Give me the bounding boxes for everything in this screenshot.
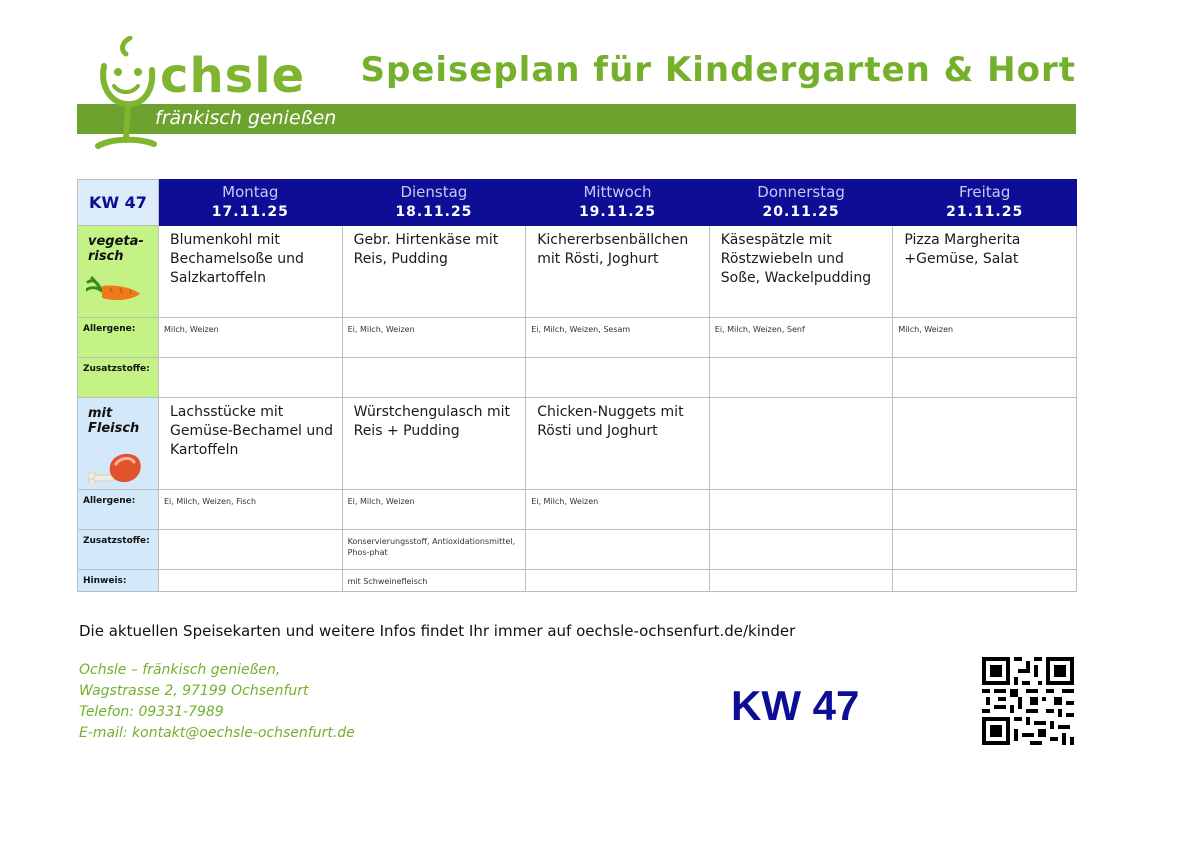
meal-cell <box>893 226 1077 318</box>
day-name: Donnerstag <box>757 183 845 201</box>
additive-cell <box>893 358 1077 398</box>
note-label-cell <box>78 570 159 592</box>
email-line: E-mail: kontakt@oechsle-ochsenfurt.de <box>79 725 355 741</box>
meal-cell <box>342 226 526 318</box>
meal-cell <box>159 398 343 490</box>
vegetarian-allergens-row <box>78 318 1077 358</box>
additive-cell <box>159 358 343 398</box>
allergen-text <box>710 490 893 496</box>
note-label: Hinweis: <box>83 576 127 586</box>
meat-allergens-row <box>78 490 1077 530</box>
allergen-text: Ei, Milch, Weizen, Senf <box>714 325 805 334</box>
additive-cell <box>526 358 710 398</box>
additive-cell <box>709 530 893 570</box>
table-header-row <box>78 180 1077 226</box>
note-text <box>526 570 709 576</box>
allergens-label: Allergene: <box>83 324 136 334</box>
additive-text <box>893 530 1076 536</box>
allergen-text: Ei, Milch, Weizen <box>531 497 599 506</box>
meat-label: mit Fleisch <box>88 406 140 436</box>
additive-cell <box>893 530 1077 570</box>
allergens-label-cell <box>78 318 159 358</box>
note-text: mit Schweinefleisch <box>347 577 428 586</box>
allergen-text: Milch, Weizen <box>164 325 219 334</box>
allergen-cell <box>893 490 1077 530</box>
day-header-thursday <box>709 180 893 226</box>
day-name: Dienstag <box>400 183 468 201</box>
day-date: 21.11.25 <box>946 204 1024 220</box>
additive-text <box>526 358 709 364</box>
additive-text <box>159 530 342 536</box>
note-cell <box>526 570 710 592</box>
slogan: fränkisch genießen <box>155 107 337 129</box>
additives-label: Zusatzstoffe: <box>83 364 150 374</box>
additive-text <box>710 358 893 364</box>
note-cell <box>159 570 343 592</box>
additive-cell <box>342 358 526 398</box>
meal-cell <box>159 226 343 318</box>
meal-cell <box>526 398 710 490</box>
additives-label: Zusatzstoffe: <box>83 536 150 546</box>
vegetarian-meal-row <box>78 226 1077 318</box>
qr-code-icon[interactable] <box>982 657 1074 745</box>
allergen-cell <box>709 318 893 358</box>
day-date: 17.11.25 <box>211 204 289 220</box>
address-line: Wagstrasse 2, 97199 Ochsenfurt <box>79 683 309 699</box>
day-date: 18.11.25 <box>395 204 473 220</box>
allergen-text: Ei, Milch, Weizen <box>347 497 415 506</box>
additives-label-cell <box>78 530 159 570</box>
meal-cell <box>526 226 710 318</box>
meal-text: Käsespätzle mit Röstzwiebeln und Soße, Wackelpudding <box>720 232 872 286</box>
meal-text: Kichererbsenbällchen mit Rösti, Joghurt <box>537 232 689 267</box>
meat-additives-row <box>78 530 1077 570</box>
meat-note-row <box>78 570 1077 592</box>
additive-cell <box>709 358 893 398</box>
meal-text: Chicken-Nuggets mit Rösti und Joghurt <box>537 404 684 439</box>
allergen-cell <box>526 318 710 358</box>
allergen-cell <box>159 318 343 358</box>
note-cell <box>893 570 1077 592</box>
day-name: Montag <box>222 183 279 201</box>
meal-cell <box>709 226 893 318</box>
note-cell <box>709 570 893 592</box>
logo-wordmark: chsle <box>160 48 306 104</box>
meal-cell <box>709 398 893 490</box>
day-name: Mittwoch <box>583 183 652 201</box>
allergen-cell <box>342 318 526 358</box>
meal-text: Blumenkohl mit Bechamelsoße und Salzkartoffeln <box>170 232 304 286</box>
page-title: Speiseplan für Kindergarten & Hort <box>360 50 1076 90</box>
note-text <box>159 570 342 576</box>
note-text <box>893 570 1076 576</box>
allergen-cell <box>893 318 1077 358</box>
meal-text: Pizza Margherita +Gemüse, Salat <box>904 232 1021 267</box>
meal-text: Gebr. Hirtenkäse mit Reis, Pudding <box>353 232 499 267</box>
menu-table <box>77 179 1077 592</box>
week-label: KW 47 <box>78 180 159 226</box>
allergens-label: Allergene: <box>83 496 136 506</box>
meal-text <box>710 398 893 403</box>
note-cell <box>342 570 526 592</box>
meal-text: Würstchengulasch mit Reis + Pudding <box>353 404 510 439</box>
note-text <box>710 570 893 576</box>
additive-cell <box>526 530 710 570</box>
phone-line: Telefon: 09331-7989 <box>79 704 224 720</box>
address-line: Ochsle – fränkisch genießen, <box>79 662 281 678</box>
additive-cell <box>159 530 343 570</box>
additive-text <box>526 530 709 536</box>
day-header-tuesday <box>342 180 526 226</box>
additive-text: Konservierungsstoff, Antioxidationsmittel, Phos-phat <box>347 537 516 557</box>
ham-icon <box>86 448 144 484</box>
address-block <box>79 660 355 744</box>
meat-label-cell <box>78 398 159 490</box>
meal-cell <box>342 398 526 490</box>
allergens-label-cell <box>78 490 159 530</box>
additive-text <box>893 358 1076 364</box>
vegetarian-label-cell <box>78 226 159 318</box>
additives-label-cell <box>78 358 159 398</box>
allergen-cell <box>342 490 526 530</box>
meal-text <box>893 398 1076 403</box>
additive-text <box>343 358 526 364</box>
day-header-friday <box>893 180 1077 226</box>
ochsle-logo <box>92 36 372 156</box>
vegetarian-label: vegeta- risch <box>88 234 144 264</box>
allergen-cell <box>159 490 343 530</box>
week-number-large: KW 47 <box>731 682 860 729</box>
day-header-wednesday <box>526 180 710 226</box>
meat-meal-row <box>78 398 1077 490</box>
allergen-text <box>893 490 1076 496</box>
meal-text: Lachsstücke mit Gemüse-Bechamel und Kartoffeln <box>170 404 334 458</box>
carrot-icon <box>86 276 142 306</box>
allergen-text: Ei, Milch, Weizen, Sesam <box>531 325 631 334</box>
day-date: 19.11.25 <box>578 204 657 220</box>
additive-text <box>710 530 893 536</box>
day-name: Freitag <box>958 183 1011 201</box>
allergen-cell <box>709 490 893 530</box>
vegetarian-additives-row <box>78 358 1077 398</box>
allergen-text: Ei, Milch, Weizen, Fisch <box>164 497 257 506</box>
allergen-text: Milch, Weizen <box>898 325 954 334</box>
additive-cell <box>342 530 526 570</box>
allergen-text: Ei, Milch, Weizen <box>347 325 415 334</box>
meal-cell <box>893 398 1077 490</box>
info-text: Die aktuellen Speisekarten und weitere Infos findet Ihr immer auf oechsle-ochsenfurt.de/kinder <box>79 622 796 640</box>
additive-text <box>159 358 342 364</box>
day-date: 20.11.25 <box>762 204 840 220</box>
day-header-monday <box>159 180 343 226</box>
allergen-cell <box>526 490 710 530</box>
